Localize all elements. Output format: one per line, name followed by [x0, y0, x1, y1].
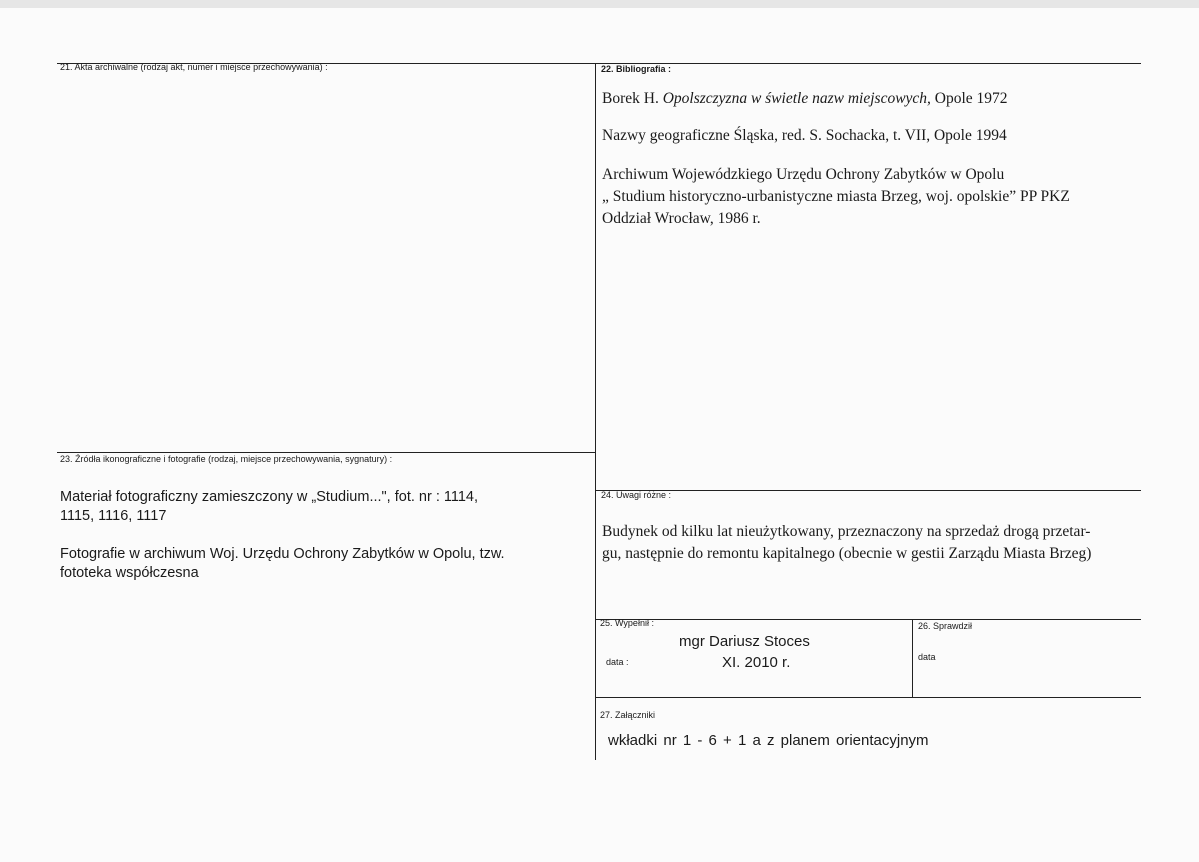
- filled-by-date: XI. 2010 r.: [722, 654, 791, 671]
- bibliography-entry-1: Borek H. Opolszczyzna w świetle nazw miejscowych, Opole 1972: [602, 90, 1008, 107]
- divider-25-27: [595, 697, 1141, 698]
- center-divider: [595, 63, 596, 760]
- section-25-date-label: data :: [606, 657, 629, 667]
- attachments-value: wkładki nr 1 - 6 + 1 a z planem orientacyjnym: [608, 732, 929, 749]
- iconography-entry-1: [60, 488, 590, 526]
- iconography-entry-2: [60, 545, 585, 583]
- remarks-line-1: Budynek od kilku lat nieużytkowany, przeznaczony na sprzedaż drogą przetar-: [602, 523, 1091, 540]
- iconography-entry-2-line-1: Fotografie w archiwum Woj. Urzędu Ochrony Zabytków w Opolu, tzw.: [60, 546, 505, 562]
- section-27-label: 27. Załączniki: [600, 710, 656, 720]
- remarks-line-2: gu, następnie do remontu kapitalnego (obecnie w gestii Zarządu Miasta Brzeg): [602, 545, 1092, 562]
- section-26-label: 26. Sprawdził: [918, 621, 973, 631]
- iconography-entry-2-line-2: fototeka współczesna: [60, 565, 199, 581]
- bibliography-entry-3-line-3: Oddział Wrocław, 1986 r.: [602, 210, 761, 227]
- divider-25-26: [912, 619, 913, 698]
- iconography-entry-1-line-1: Materiał fotograficzny zamieszczony w „Studium...", fot. nr : 1114,: [60, 489, 479, 505]
- divider-21-23: [57, 452, 595, 453]
- section-22-label: 22. Bibliografia :: [601, 64, 672, 74]
- section-26-date-label: data: [918, 652, 936, 662]
- divider-22-24: [595, 490, 1141, 491]
- iconography-entry-1-line-2: 1115, 1116, 1117: [60, 508, 167, 524]
- bibliography-entry-2: Nazwy geograficzne Śląska, red. S. Sochacka, t. VII, Opole 1994: [602, 127, 1007, 144]
- remarks-text: [602, 521, 1133, 565]
- bibliography-entry-3-line-2: „ Studium historyczno-urbanistyczne miasta Brzeg, woj. opolskie” PP PKZ: [602, 188, 1070, 205]
- filled-by-name: mgr Dariusz Stoces: [679, 633, 810, 650]
- section-24-label: 24. Uwagi różne :: [601, 490, 672, 500]
- scan-top-edge: [0, 0, 1199, 8]
- bibliography-entry-3-line-1: Archiwum Wojewódzkiego Urzędu Ochrony Zabytków w Opolu: [602, 166, 1005, 183]
- section-23-label: 23. Źródła ikonograficzne i fotografie (rodzaj, miejsce przechowywania, sygnatury) :: [60, 454, 393, 464]
- section-25-label: 25. Wypełnił :: [600, 618, 654, 628]
- section-21-label: 21. Akta archiwalne (rodzaj akt, numer i miejsce przechowywania) :: [60, 62, 328, 72]
- divider-24-25: [595, 619, 1141, 620]
- bibliography-entry-3: [602, 164, 1122, 230]
